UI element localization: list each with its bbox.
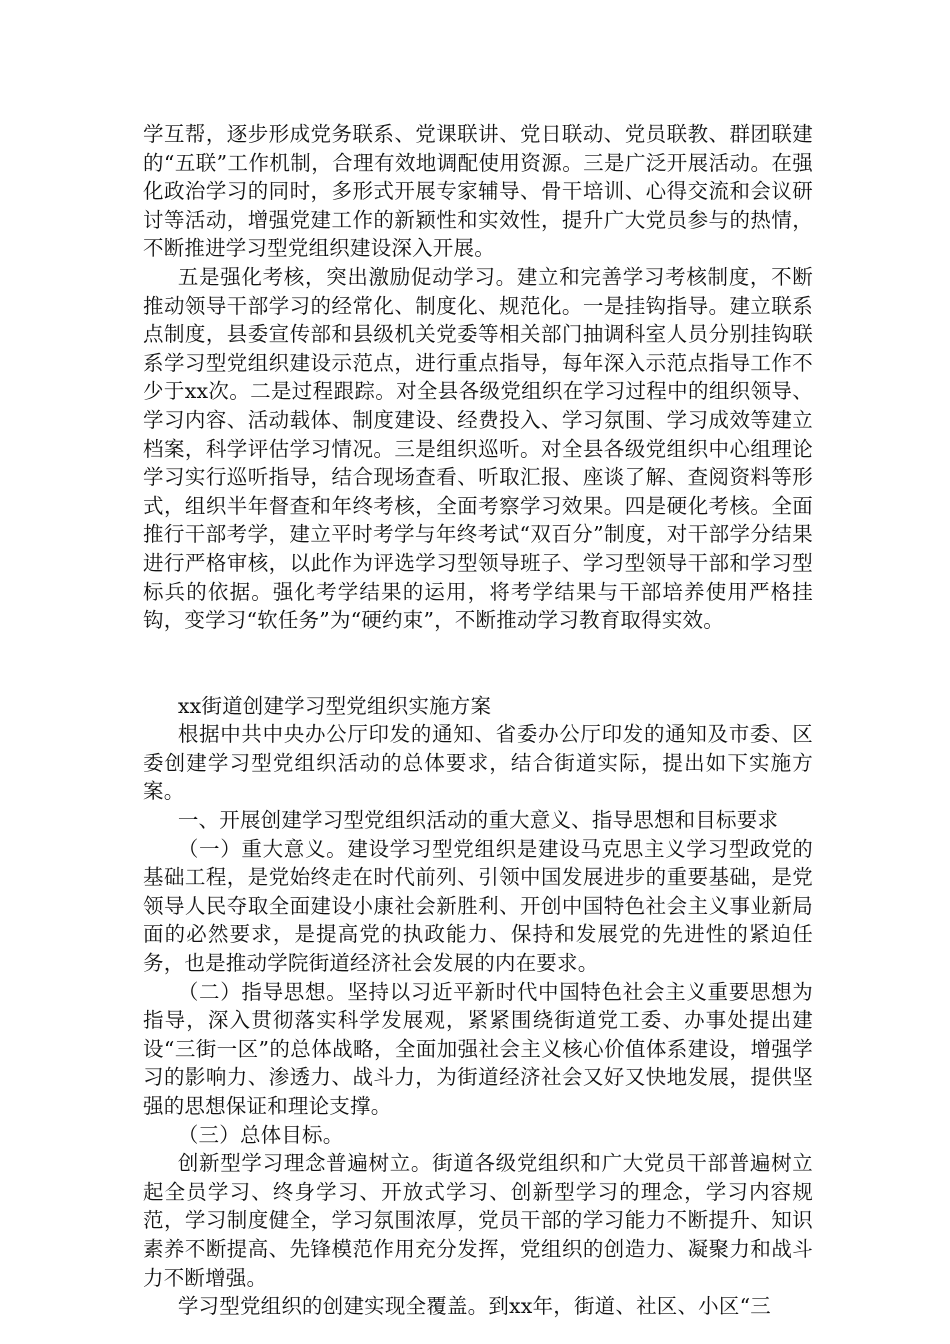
paragraph-intro: 根据中共中央办公厅印发的通知、省委办公厅印发的通知及市委、区委创建学习型党组织活动的总体要求，结合街道实际，提出如下实施方案。: [143, 722, 813, 804]
paragraph-continued: 学互帮，逐步形成党务联系、党课联讲、党日联动、党员联教、群团联建的“五联”工作机制，合理有效地调配使用资源。三是广泛开展活动。在强化政治学习的同时，多形式开展专家辅导、骨干培训、心得交流和会议研讨等活动，增强党建工作的新颖性和实效性，提升广大党员参与的热情，不断推进学习型党组织建设深入开展。: [143, 122, 813, 261]
subheading-overall-goal: （三）总体目标。: [177, 1122, 344, 1147]
paragraph-guiding-ideology: （二）指导思想。坚持以习近平新时代中国特色社会主义重要思想为指导，深入贯彻落实科学发展观，紧紧围绕街道党工委、办事处提出建设“三街一区”的总体战略，全面加强社会主义核心价值体系建设，增强学习的影响力、渗透力、战斗力，为街道经济社会又好又快地发展，提供坚强的思想保证和理论支撑。: [143, 979, 813, 1118]
document-body: [143, 120, 813, 1321]
paragraph-significance: （一）重大意义。建设学习型党组织是建设马克思主义学习型政党的基础工程，是党始终走在时代前列、引领中国发展进步的重要基础，是党领导人民夺取全面建设小康社会新胜利、开创中国特色社会主义事业新局面的必然要求，是提高党的执政能力、保持和发展党的先进性的紧迫任务，也是推动学院街道经济社会发展的内在要求。: [143, 836, 813, 976]
paragraph-full-coverage: 学习型党组织的创建实现全覆盖。到xx年，街道、社区、小区“三: [177, 1294, 771, 1319]
document-title: xx街道创建学习型党组织实施方案: [177, 693, 492, 718]
paragraph-assessment: 五是强化考核，突出激励促动学习。建立和完善学习考核制度，不断推动领导干部学习的经常化、制度化、规范化。一是挂钩指导。建立联系点制度，县委宣传部和县级机关党委等相关部门抽调科室人员分别挂钩联系学习型党组织建设示范点，进行重点指导，每年深入示范点指导工作不少于xx次。二是过程跟踪。对全县各级党组织在学习过程中的组织领导、学习内容、活动载体、制度建设、经费投入、学习氛围、学习成效等建立档案，科学评估学习情况。三是组织巡听。对全县各级党组织中心组理论学习实行巡听指导，结合现场查看、听取汇报、座谈了解、查阅资料等形式，组织半年督查和年终考核，全面考察学习效果。四是硬化考核。全面推行干部考学，建立平时考学与年终考试“双百分”制度，对干部学分结果进行严格审核，以此作为评选学习型领导班子、学习型领导干部和学习型标兵的依据。强化考学结果的运用，将考学结果与干部培养使用严格挂钩，变学习“软任务”为“硬约束”，不断推动学习教育取得实效。: [143, 264, 813, 633]
paragraph-learning-concept: 创新型学习理念普遍树立。街道各级党组织和广大党员干部普遍树立起全员学习、终身学习、开放式学习、创新型学习的理念，学习内容规范，学习制度健全，学习氛围浓厚，党员干部的学习能力不断提升、知识素养不断提高、先锋模范作用充分发挥，党组织的创造力、凝聚力和战斗力不断增强。: [143, 1151, 813, 1290]
section-heading-1: 一、开展创建学习型党组织活动的重大意义、指导思想和目标要求: [177, 808, 779, 833]
